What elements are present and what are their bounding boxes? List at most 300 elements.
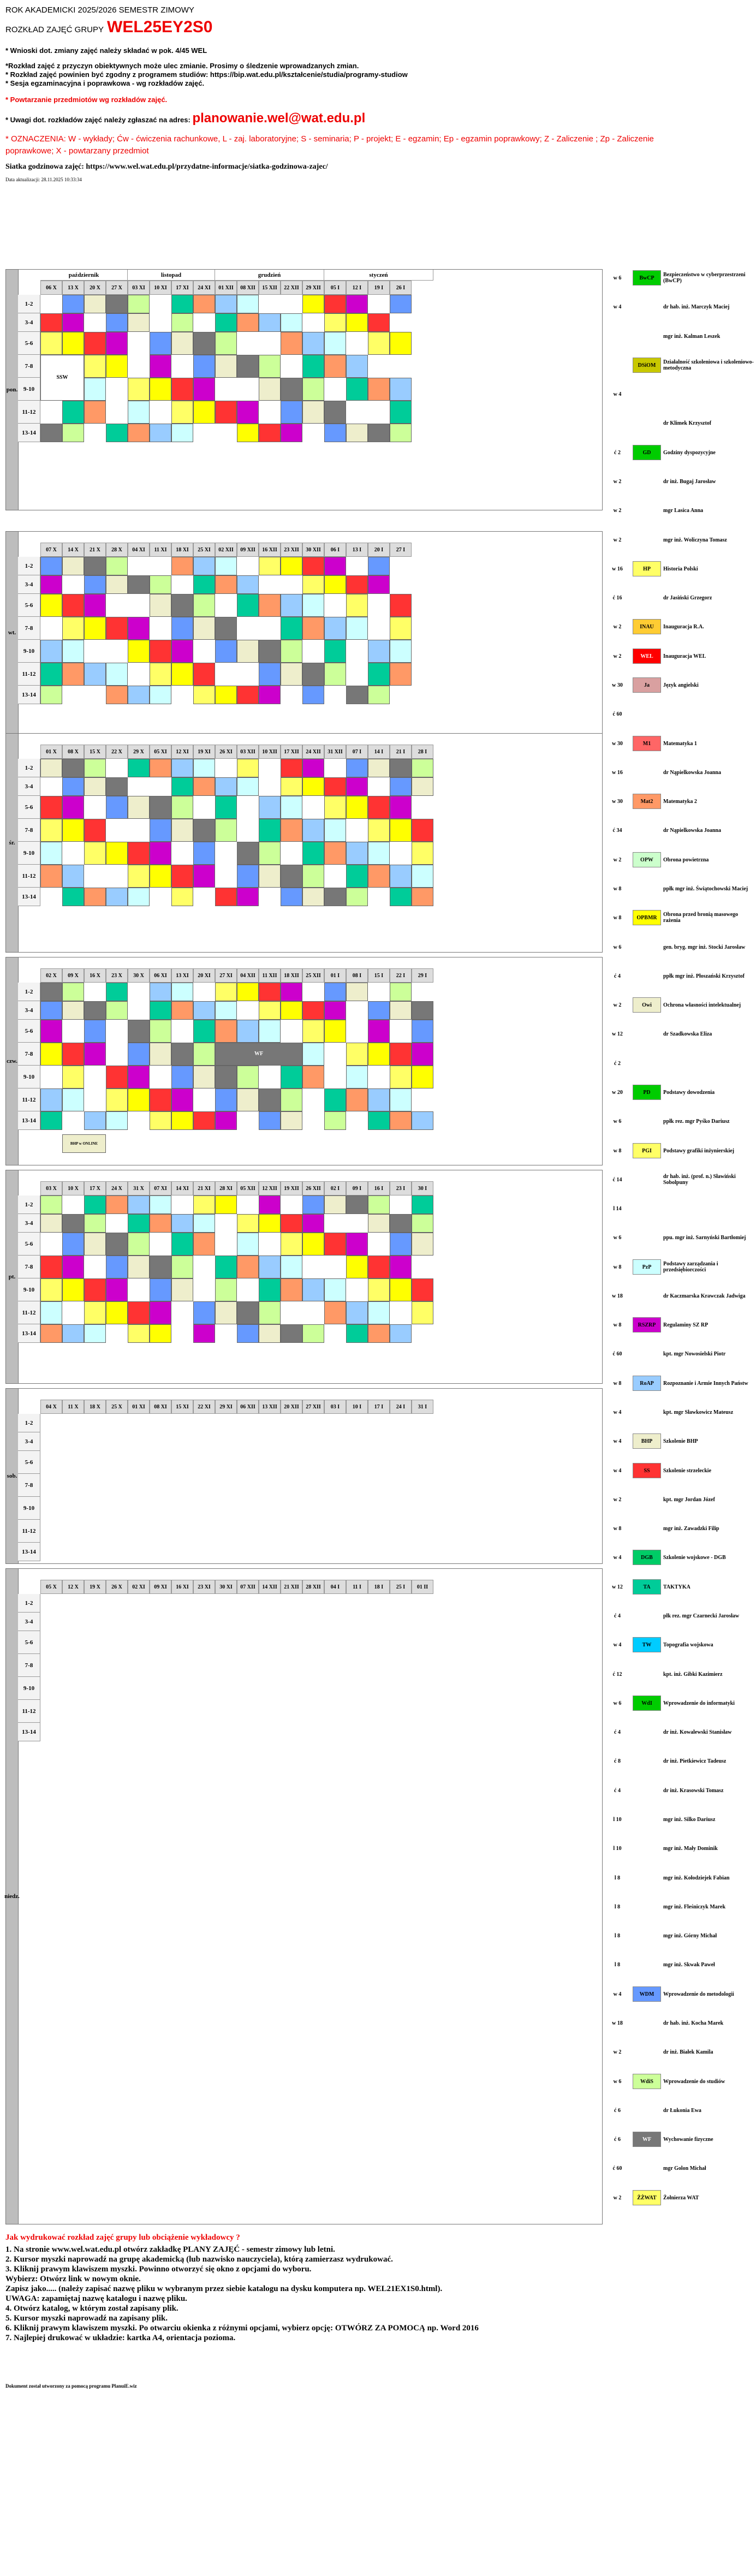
- class-cell[interactable]: [346, 1066, 368, 1088]
- class-cell[interactable]: [84, 759, 106, 777]
- class-cell[interactable]: [84, 888, 106, 906]
- class-cell[interactable]: [215, 1195, 237, 1214]
- class-cell[interactable]: [368, 332, 390, 355]
- class-cell[interactable]: [390, 1278, 412, 1301]
- class-cell[interactable]: [171, 313, 193, 332]
- class-cell[interactable]: [281, 313, 302, 332]
- class-cell[interactable]: [390, 332, 412, 355]
- class-cell[interactable]: [193, 686, 215, 704]
- class-cell[interactable]: [368, 640, 390, 663]
- class-cell[interactable]: [128, 1256, 150, 1278]
- class-cell[interactable]: [302, 865, 324, 888]
- class-cell[interactable]: [368, 424, 390, 442]
- class-cell[interactable]: [390, 759, 412, 777]
- class-cell[interactable]: [215, 1111, 237, 1130]
- class-cell[interactable]: [368, 1088, 390, 1111]
- class-cell[interactable]: [84, 1195, 106, 1214]
- class-cell[interactable]: [390, 983, 412, 1001]
- class-cell[interactable]: [62, 796, 84, 819]
- class-cell[interactable]: [150, 663, 171, 686]
- class-cell[interactable]: [62, 295, 84, 313]
- class-cell[interactable]: [150, 1278, 171, 1301]
- class-cell[interactable]: [346, 1043, 368, 1066]
- class-cell[interactable]: [62, 424, 84, 442]
- class-cell[interactable]: [302, 1278, 324, 1301]
- class-cell[interactable]: [237, 1214, 259, 1233]
- class-cell[interactable]: [259, 594, 281, 617]
- class-cell[interactable]: [259, 640, 281, 663]
- class-cell[interactable]: [150, 865, 171, 888]
- class-cell[interactable]: [368, 819, 390, 842]
- class-cell[interactable]: [193, 1301, 215, 1324]
- class-cell[interactable]: [106, 777, 128, 796]
- class-cell[interactable]: [171, 1111, 193, 1130]
- class-cell[interactable]: [324, 1001, 346, 1020]
- class-cell[interactable]: [215, 313, 237, 332]
- class-cell[interactable]: [150, 759, 171, 777]
- class-cell[interactable]: [84, 355, 106, 378]
- class-cell[interactable]: [40, 1043, 62, 1066]
- class-cell[interactable]: [84, 1324, 106, 1343]
- class-cell[interactable]: [62, 1066, 84, 1088]
- class-cell[interactable]: [193, 355, 215, 378]
- class-cell[interactable]: [150, 640, 171, 663]
- class-cell[interactable]: [346, 888, 368, 906]
- class-cell[interactable]: [302, 1233, 324, 1256]
- class-cell[interactable]: [128, 1233, 150, 1256]
- class-cell[interactable]: [215, 983, 237, 1001]
- class-cell[interactable]: [302, 557, 324, 575]
- class-cell[interactable]: [412, 819, 433, 842]
- class-cell[interactable]: [390, 401, 412, 424]
- class-cell[interactable]: [237, 1088, 259, 1111]
- class-cell[interactable]: [237, 401, 259, 424]
- class-cell[interactable]: [171, 295, 193, 313]
- class-cell[interactable]: [237, 983, 259, 1001]
- class-cell[interactable]: [171, 1214, 193, 1233]
- class-cell[interactable]: [237, 888, 259, 906]
- class-cell[interactable]: [193, 575, 215, 594]
- class-cell[interactable]: [281, 888, 302, 906]
- class-cell[interactable]: [40, 1301, 62, 1324]
- class-cell[interactable]: [281, 865, 302, 888]
- class-cell[interactable]: [302, 1066, 324, 1088]
- class-cell[interactable]: [390, 888, 412, 906]
- class-cell[interactable]: [368, 1195, 390, 1214]
- class-cell[interactable]: [390, 1256, 412, 1278]
- class-cell[interactable]: [84, 594, 106, 617]
- class-cell[interactable]: [171, 777, 193, 796]
- class-cell[interactable]: [128, 1066, 150, 1088]
- class-cell[interactable]: [62, 1233, 84, 1256]
- class-cell[interactable]: [128, 888, 150, 906]
- class-cell[interactable]: [215, 888, 237, 906]
- class-cell[interactable]: [390, 1324, 412, 1343]
- class-cell[interactable]: [302, 401, 324, 424]
- class-cell[interactable]: [215, 401, 237, 424]
- class-cell[interactable]: [346, 1195, 368, 1214]
- class-cell[interactable]: [390, 1001, 412, 1020]
- class-cell[interactable]: [346, 594, 368, 617]
- class-cell[interactable]: [281, 617, 302, 640]
- class-cell[interactable]: [128, 1195, 150, 1214]
- class-cell[interactable]: [171, 1043, 193, 1066]
- class-cell[interactable]: [84, 1278, 106, 1301]
- class-cell[interactable]: [171, 557, 193, 575]
- class-cell[interactable]: [40, 819, 62, 842]
- class-cell[interactable]: [346, 686, 368, 704]
- class-cell[interactable]: [281, 594, 302, 617]
- class-cell[interactable]: [193, 1195, 215, 1214]
- class-cell[interactable]: [40, 1256, 62, 1278]
- class-cell[interactable]: [150, 819, 171, 842]
- class-cell[interactable]: [324, 424, 346, 442]
- class-cell[interactable]: [302, 1001, 324, 1020]
- class-cell[interactable]: [324, 617, 346, 640]
- class-cell[interactable]: [346, 983, 368, 1001]
- class-cell[interactable]: [302, 842, 324, 865]
- class-cell[interactable]: [40, 1088, 62, 1111]
- class-cell[interactable]: [302, 686, 324, 704]
- class-cell[interactable]: [302, 1043, 324, 1066]
- class-cell[interactable]: [346, 1088, 368, 1111]
- class-cell[interactable]: [237, 759, 259, 777]
- class-cell[interactable]: [259, 983, 281, 1001]
- class-cell[interactable]: [40, 983, 62, 1001]
- class-cell[interactable]: [193, 1020, 215, 1043]
- class-cell[interactable]: [171, 819, 193, 842]
- class-cell[interactable]: [390, 640, 412, 663]
- class-cell[interactable]: [150, 378, 171, 401]
- class-cell[interactable]: [346, 355, 368, 378]
- class-cell[interactable]: [346, 313, 368, 332]
- class-cell[interactable]: [259, 796, 281, 819]
- class-cell[interactable]: [150, 1001, 171, 1020]
- class-cell[interactable]: [40, 1001, 62, 1020]
- class-cell[interactable]: [281, 557, 302, 575]
- class-cell[interactable]: [412, 1214, 433, 1233]
- class-cell[interactable]: [128, 1324, 150, 1343]
- class-cell[interactable]: [128, 295, 150, 313]
- class-cell[interactable]: [324, 1233, 346, 1256]
- class-cell[interactable]: [324, 575, 346, 594]
- class-cell[interactable]: [40, 1020, 62, 1043]
- class-cell[interactable]: [62, 617, 84, 640]
- class-cell[interactable]: [390, 663, 412, 686]
- class-cell[interactable]: [368, 865, 390, 888]
- class-cell[interactable]: [412, 777, 433, 796]
- class-cell[interactable]: [390, 378, 412, 401]
- class-cell[interactable]: [106, 424, 128, 442]
- class-cell[interactable]: [40, 640, 62, 663]
- class-cell[interactable]: [106, 295, 128, 313]
- class-cell[interactable]: [259, 1088, 281, 1111]
- class-cell[interactable]: [128, 640, 150, 663]
- class-cell[interactable]: [215, 617, 237, 640]
- class-cell[interactable]: [390, 1066, 412, 1088]
- email-link[interactable]: planowanie.wel@wat.edu.pl: [192, 111, 366, 126]
- class-cell[interactable]: [324, 332, 346, 355]
- class-cell[interactable]: [412, 1278, 433, 1301]
- class-cell[interactable]: [62, 640, 84, 663]
- class-cell[interactable]: [215, 295, 237, 313]
- class-cell[interactable]: [106, 1301, 128, 1324]
- class-cell[interactable]: [150, 1324, 171, 1343]
- class-cell[interactable]: [106, 663, 128, 686]
- class-cell[interactable]: [237, 355, 259, 378]
- class-cell[interactable]: [106, 1088, 128, 1111]
- class-cell[interactable]: [346, 865, 368, 888]
- class-cell[interactable]: [390, 295, 412, 313]
- class-cell[interactable]: [259, 663, 281, 686]
- class-cell[interactable]: [368, 313, 390, 332]
- class-cell[interactable]: [390, 594, 412, 617]
- class-cell[interactable]: [40, 1324, 62, 1343]
- class-cell[interactable]: [128, 313, 150, 332]
- class-cell[interactable]: [302, 1195, 324, 1214]
- class-cell[interactable]: [62, 819, 84, 842]
- class-cell[interactable]: [40, 594, 62, 617]
- class-cell[interactable]: [368, 1043, 390, 1066]
- class-cell[interactable]: [84, 842, 106, 865]
- class-cell[interactable]: [84, 378, 106, 401]
- class-cell[interactable]: [62, 1278, 84, 1301]
- class-cell[interactable]: [324, 842, 346, 865]
- class-cell[interactable]: [128, 1301, 150, 1324]
- class-cell[interactable]: [106, 617, 128, 640]
- class-cell[interactable]: [368, 1001, 390, 1020]
- class-cell[interactable]: [84, 1043, 106, 1066]
- class-cell[interactable]: [84, 575, 106, 594]
- class-cell[interactable]: [62, 759, 84, 777]
- class-cell[interactable]: [171, 865, 193, 888]
- class-cell[interactable]: [259, 1278, 281, 1301]
- class-cell[interactable]: [281, 640, 302, 663]
- class-cell[interactable]: [215, 575, 237, 594]
- class-cell[interactable]: [368, 1020, 390, 1043]
- class-cell[interactable]: [62, 1088, 84, 1111]
- class-cell[interactable]: [193, 401, 215, 424]
- class-cell[interactable]: [128, 796, 150, 819]
- class-cell[interactable]: [390, 796, 412, 819]
- class-cell[interactable]: [368, 663, 390, 686]
- class-cell[interactable]: [237, 1020, 259, 1043]
- class-cell[interactable]: [281, 401, 302, 424]
- class-cell[interactable]: [302, 888, 324, 906]
- class-cell[interactable]: [281, 1278, 302, 1301]
- class-cell[interactable]: [259, 355, 281, 378]
- class-cell[interactable]: [150, 332, 171, 355]
- class-cell[interactable]: [324, 888, 346, 906]
- class-cell[interactable]: [62, 1214, 84, 1233]
- class-cell[interactable]: [128, 759, 150, 777]
- class-cell[interactable]: [62, 557, 84, 575]
- class-cell[interactable]: [62, 1256, 84, 1278]
- class-cell[interactable]: [346, 1324, 368, 1343]
- class-cell[interactable]: [62, 1324, 84, 1343]
- class-cell[interactable]: [302, 617, 324, 640]
- class-cell[interactable]: [106, 1001, 128, 1020]
- class-cell[interactable]: [215, 1088, 237, 1111]
- class-cell[interactable]: [128, 378, 150, 401]
- class-cell[interactable]: [106, 575, 128, 594]
- class-cell[interactable]: [62, 777, 84, 796]
- class-cell[interactable]: [412, 759, 433, 777]
- class-cell[interactable]: [368, 378, 390, 401]
- class-cell[interactable]: [259, 1214, 281, 1233]
- class-cell[interactable]: [84, 617, 106, 640]
- class-cell[interactable]: [237, 1233, 259, 1256]
- class-cell[interactable]: [302, 575, 324, 594]
- class-cell[interactable]: [259, 424, 281, 442]
- class-cell[interactable]: [302, 663, 324, 686]
- class-cell[interactable]: [368, 1301, 390, 1324]
- class-cell[interactable]: [128, 686, 150, 704]
- class-cell[interactable]: [150, 1256, 171, 1278]
- class-cell[interactable]: [40, 313, 62, 332]
- class-cell[interactable]: [368, 1256, 390, 1278]
- class-cell[interactable]: [215, 640, 237, 663]
- class-cell[interactable]: [281, 1233, 302, 1256]
- class-cell[interactable]: [62, 983, 84, 1001]
- class-cell[interactable]: [302, 332, 324, 355]
- class-cell[interactable]: [237, 313, 259, 332]
- class-cell[interactable]: [171, 332, 193, 355]
- class-cell[interactable]: [150, 1111, 171, 1130]
- class-cell[interactable]: [259, 819, 281, 842]
- class-cell[interactable]: [324, 355, 346, 378]
- class-cell[interactable]: [302, 819, 324, 842]
- class-cell[interactable]: [171, 640, 193, 663]
- class-cell[interactable]: [281, 796, 302, 819]
- class-cell[interactable]: [106, 355, 128, 378]
- bhp-online-block[interactable]: BHP w ONLINE: [62, 1134, 106, 1153]
- class-cell[interactable]: [215, 796, 237, 819]
- class-cell[interactable]: [40, 796, 62, 819]
- class-cell[interactable]: [302, 355, 324, 378]
- class-cell[interactable]: [346, 777, 368, 796]
- class-cell[interactable]: [237, 1301, 259, 1324]
- class-cell[interactable]: [324, 819, 346, 842]
- class-cell[interactable]: [171, 1233, 193, 1256]
- class-cell[interactable]: [171, 983, 193, 1001]
- class-cell[interactable]: [84, 557, 106, 575]
- class-cell[interactable]: [346, 378, 368, 401]
- class-cell[interactable]: [171, 1001, 193, 1020]
- class-cell[interactable]: [281, 1214, 302, 1233]
- class-cell[interactable]: [324, 1020, 346, 1043]
- class-cell[interactable]: [368, 575, 390, 594]
- class-cell[interactable]: [215, 686, 237, 704]
- class-cell[interactable]: [368, 1278, 390, 1301]
- class-cell[interactable]: [259, 842, 281, 865]
- class-cell[interactable]: [302, 777, 324, 796]
- class-cell[interactable]: [106, 686, 128, 704]
- class-cell[interactable]: [84, 1214, 106, 1233]
- class-cell[interactable]: [390, 819, 412, 842]
- class-cell[interactable]: [237, 575, 259, 594]
- class-cell[interactable]: [193, 819, 215, 842]
- class-cell[interactable]: [324, 313, 346, 332]
- class-cell[interactable]: [215, 1256, 237, 1278]
- class-cell[interactable]: [106, 796, 128, 819]
- class-cell[interactable]: [324, 1301, 346, 1324]
- class-cell[interactable]: [324, 295, 346, 313]
- class-cell[interactable]: [150, 1301, 171, 1324]
- class-cell[interactable]: [215, 1066, 237, 1088]
- class-cell[interactable]: [237, 295, 259, 313]
- class-cell[interactable]: [106, 1195, 128, 1214]
- class-cell[interactable]: [171, 1066, 193, 1088]
- class-cell[interactable]: [150, 355, 171, 378]
- class-cell[interactable]: [171, 1088, 193, 1111]
- class-cell[interactable]: [171, 594, 193, 617]
- class-cell[interactable]: [150, 1195, 171, 1214]
- class-cell[interactable]: [259, 1001, 281, 1020]
- class-cell[interactable]: [324, 640, 346, 663]
- class-cell[interactable]: [368, 557, 390, 575]
- class-cell[interactable]: [193, 594, 215, 617]
- class-cell[interactable]: [368, 759, 390, 777]
- class-cell[interactable]: [40, 1278, 62, 1301]
- class-cell[interactable]: [40, 686, 62, 704]
- class-cell[interactable]: [84, 1020, 106, 1043]
- class-cell[interactable]: [40, 424, 62, 442]
- class-cell[interactable]: [324, 1195, 346, 1214]
- class-cell[interactable]: [84, 1301, 106, 1324]
- class-cell[interactable]: [302, 594, 324, 617]
- class-cell[interactable]: [128, 842, 150, 865]
- class-cell[interactable]: [193, 332, 215, 355]
- class-cell[interactable]: [324, 983, 346, 1001]
- class-cell[interactable]: [346, 759, 368, 777]
- wf-block[interactable]: WF: [215, 1043, 302, 1066]
- class-cell[interactable]: [193, 865, 215, 888]
- class-cell[interactable]: [40, 842, 62, 865]
- class-cell[interactable]: [193, 378, 215, 401]
- class-cell[interactable]: [412, 1001, 433, 1020]
- class-cell[interactable]: [368, 842, 390, 865]
- class-cell[interactable]: [193, 1001, 215, 1020]
- class-cell[interactable]: [390, 424, 412, 442]
- class-cell[interactable]: [193, 1043, 215, 1066]
- class-cell[interactable]: [62, 1001, 84, 1020]
- class-cell[interactable]: [412, 1195, 433, 1214]
- class-cell[interactable]: [106, 332, 128, 355]
- class-cell[interactable]: [302, 1020, 324, 1043]
- class-cell[interactable]: [281, 663, 302, 686]
- class-cell[interactable]: [259, 378, 281, 401]
- class-cell[interactable]: [193, 759, 215, 777]
- class-cell[interactable]: [412, 1301, 433, 1324]
- class-cell[interactable]: [324, 557, 346, 575]
- class-cell[interactable]: [128, 401, 150, 424]
- class-cell[interactable]: [412, 865, 433, 888]
- class-cell[interactable]: [302, 295, 324, 313]
- class-cell[interactable]: [128, 1088, 150, 1111]
- class-cell[interactable]: [193, 1111, 215, 1130]
- class-cell[interactable]: [215, 819, 237, 842]
- class-cell[interactable]: [106, 888, 128, 906]
- class-cell[interactable]: [281, 378, 302, 401]
- class-cell[interactable]: [40, 1214, 62, 1233]
- class-cell[interactable]: [281, 1324, 302, 1343]
- class-cell[interactable]: [368, 1214, 390, 1233]
- class-cell[interactable]: [368, 1324, 390, 1343]
- class-cell[interactable]: [215, 332, 237, 355]
- class-cell[interactable]: [324, 1111, 346, 1130]
- class-cell[interactable]: [215, 1278, 237, 1301]
